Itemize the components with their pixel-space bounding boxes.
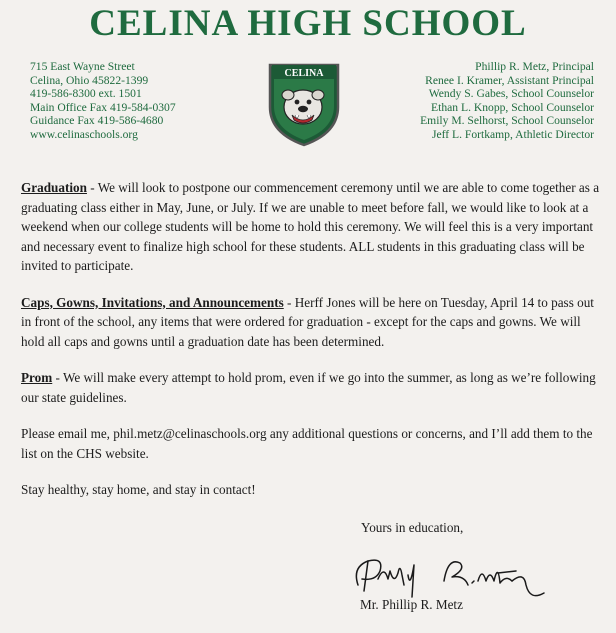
prom-heading: Prom [21, 370, 53, 385]
graduation-paragraph [21, 178, 607, 276]
staff-line: Phillip R. Metz, Principal [475, 60, 594, 73]
staff-list [420, 60, 594, 142]
caps-text: - Herff Jones will be here on Tuesday, April 14 to pass out in front of the school, any items that were ordered for graduation - except for the caps and gowns. We will hold all caps and gowns until a graduation date has been determined. [21, 294, 594, 349]
school-title: CELINA HIGH SCHOOL [89, 3, 527, 44]
school-address-block [30, 60, 176, 142]
fax-line: Main Office Fax 419-584-0307 [30, 100, 176, 114]
closing-line: Yours in education, [361, 520, 464, 535]
address-line: Celina, Ohio 45822-1399 [30, 73, 149, 87]
letter-body [21, 178, 607, 517]
staff-line: Emily M. Selhorst, School Counselor [420, 114, 594, 128]
prom-paragraph [21, 368, 607, 407]
caps-paragraph [21, 293, 607, 352]
phone-line: 419-586-8300 ext. 1501 [30, 87, 142, 101]
website-line: www.celinaschools.org [30, 127, 138, 141]
address-line: 715 East Wayne Street [30, 60, 135, 73]
graduation-heading: Graduation [21, 180, 87, 195]
signer-name: Mr. Phillip R. Metz [360, 597, 463, 612]
school-crest-logo [266, 55, 342, 147]
caps-heading: Caps, Gowns, Invitations, and Announcements [21, 294, 284, 310]
graduation-text: - We will look to postpone our commencement ceremony until we are able to come together as a graduating class either in May, June, or July. If we are unable to meet before fall, we would like to look at a weekend when our college students will be home to hold this ceremony. We will feel this is a very important and necessary event to finalize high school for these students. ALL students in this graduating class will be invited to participate. [21, 180, 600, 273]
stay-paragraph: Stay healthy, stay home, and stay in contact! [21, 482, 256, 497]
prom-text: - We will make every attempt to hold prom, even if we go into the summer, as long as we’re following our state guidelines. [21, 370, 596, 405]
staff-line: Ethan L. Knopp, School Counselor [431, 100, 594, 114]
fax-line: Guidance Fax 419-586-4680 [30, 114, 164, 128]
crest-text: CELINA [284, 68, 324, 79]
staff-line: Renee I. Kramer, Assistant Principal [425, 73, 594, 87]
staff-line: Wendy S. Gabes, School Counselor [428, 87, 594, 101]
staff-line: Jeff L. Fortkamp, Athletic Director [431, 127, 594, 141]
email-paragraph: Please email me, phil.metz@celinaschools.org any additional questions or concerns, and I’ll add them to the list on the CHS website. [21, 426, 593, 461]
